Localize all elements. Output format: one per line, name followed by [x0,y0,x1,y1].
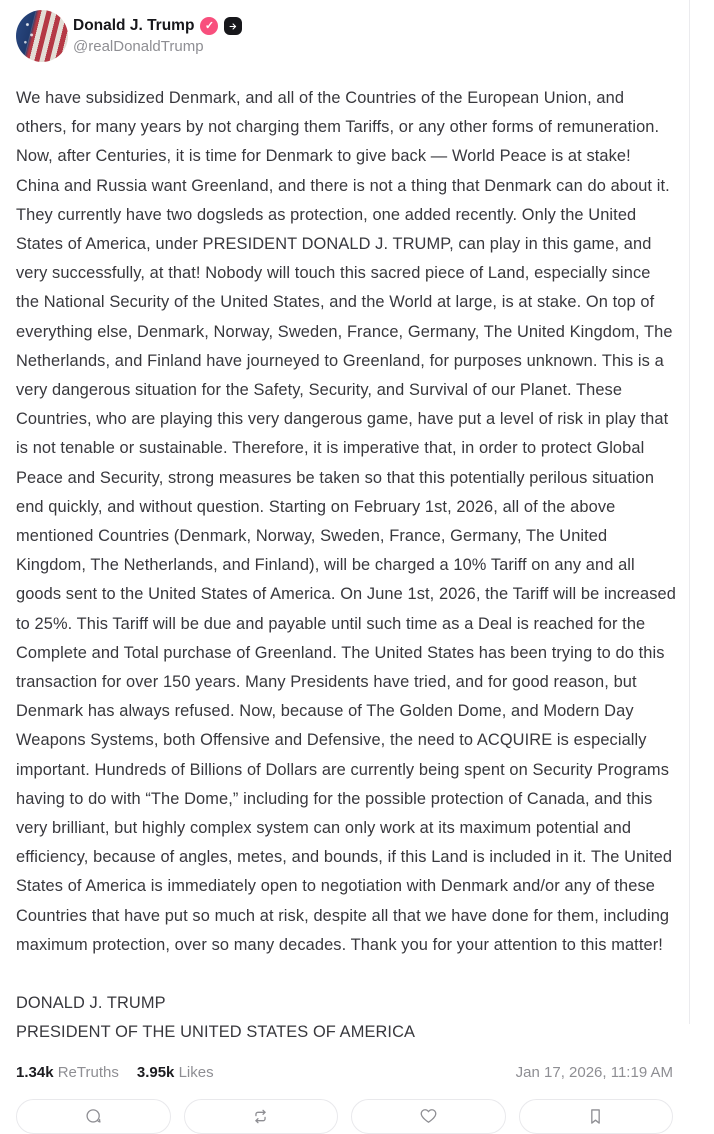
likes-label: Likes [178,1063,214,1081]
signature-line-1: DONALD J. TRUMP [16,994,166,1013]
bookmark-icon [585,1106,606,1127]
stats-row [16,1064,673,1081]
author-handle[interactable]: @realDonaldTrump [73,38,204,55]
post-header [0,0,689,62]
arrow-badge-icon [224,17,242,35]
signature-line-2: PRESIDENT OF THE UNITED STATES OF AMERICA [16,1023,416,1042]
post-body-text: We have subsidized Denmark, and all of the Countries of the European Union, and others, for many years by not charging them Tariffs, or any other forms of remuneration. Now, after Centuries, it is time for Denmark to give back — World Peace is at stake! China and Russia want Greenland, and there is not a thing that Denmark can do about it. They currently have two dogsleds as protection, one added recently. Only the United States of America, under PRESIDENT DONALD J. TRUMP, can play in this game, and very successfully, at that! Nobody will touch this sacred piece of Land, especially since the National Security of the United States, and the World at large, is at stake. On top of everything else, Denmark, Norway, Sweden, France, Germany, The United Kingdom, The Netherlands, and Finland have journeyed to Greenland, for purposes unknown. This is a very dangerous situation for the Safety, Security, and Survival of our Planet. These Countries, who are playing this very dangerous game, have put a level of risk in play that is not tenable or sustainable. Therefore, it is imperative that, in order to protect Global Peace and Security, strong measures be taken so that this potentially perilous situation end quickly, and without question. Starting on February 1st, 2026, all of the above mentioned Countries (Denmark, Norway, Sweden, France, Germany, The United Kingdom, The Netherlands, and Finland), will be charged a 10% Tariff on any and all goods sent to the United States of America. On June 1st, 2026, the Tariff will be increased to 25%. This Tariff will be due and payable until such time as a Deal is reached for the Complete and Total purchase of Greenland. The United States has been trying to do this transaction for over 150 years. Many Presidents have tried, and for good reason, but Denmark has always refused. Now, because of The Golden Dome, and Modern Day Weapons Systems, both Offensive and Defensive, the need to ACQUIRE is especially important. Hundreds of Billions of Dollars are currently being spent on Security Programs having to do with “The Dome,” including for the possible protection of Canada, and this very brilliant, but highly complex system can only work at its maximum potential and efficiency, because of angles, metes, and bounds, if this Land is included in it. The United States of America is immediately open to negotiation with Denmark and/or any of these Countries that have put so much at risk, despite all that we have done for them, including maximum protection, over so many decades. Thank you for your attention to this matter! [16,89,676,954]
likes-count: 3.95k [136,1063,175,1081]
like-button[interactable] [351,1099,506,1134]
retruths-count: 1.34k [16,1063,54,1081]
reply-icon [83,1106,104,1127]
reply-button[interactable] [16,1099,171,1134]
author-display-name[interactable]: Donald J. Trump [73,17,195,34]
heart-icon [418,1106,439,1127]
bookmark-button[interactable] [519,1099,674,1134]
post-timestamp: Jan 17, 2026, 11:19 AM [515,1063,673,1081]
author-block [73,17,242,55]
verified-badge-icon: ✓ [200,17,218,35]
retruth-icon [250,1106,271,1127]
action-bar [16,1099,673,1134]
retruths-stat[interactable] [16,1064,119,1081]
retruth-button[interactable] [184,1099,339,1134]
post-signature [16,989,673,1047]
retruths-label: ReTruths [57,1063,119,1081]
avatar[interactable] [16,10,68,62]
likes-stat[interactable] [137,1064,214,1081]
